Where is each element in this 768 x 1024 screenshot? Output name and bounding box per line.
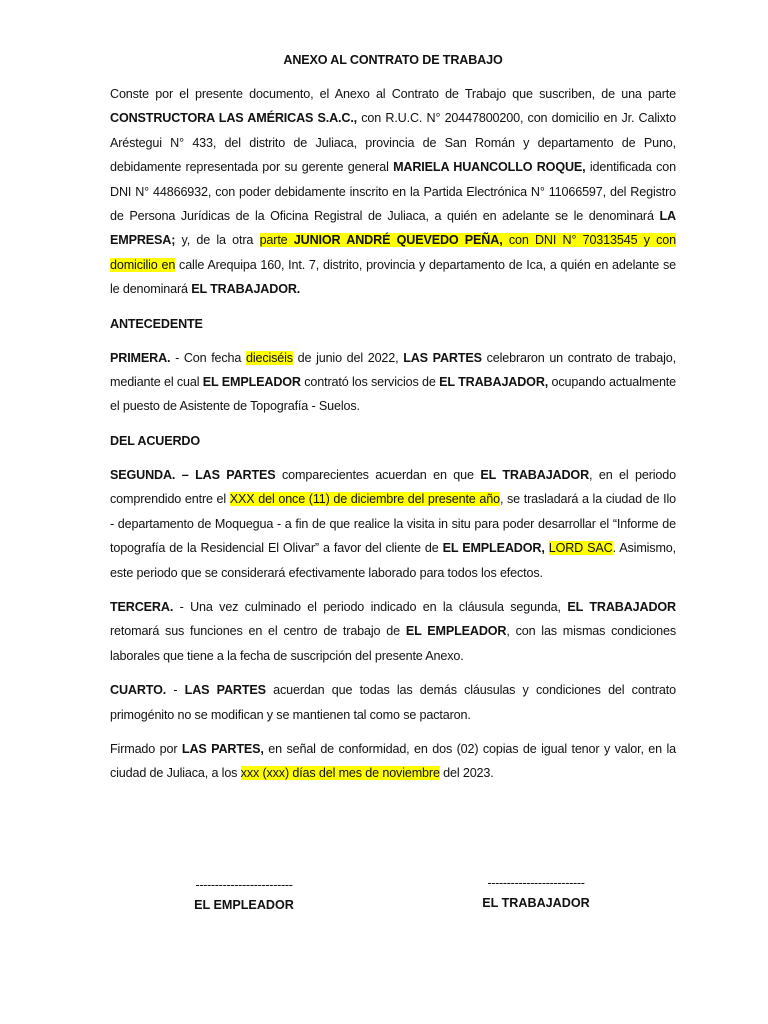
clause-primera: [110, 346, 676, 419]
party-label: LA EMPRESA;: [110, 209, 676, 248]
signature-worker: [468, 872, 604, 912]
signature-label: EL EMPLEADOR: [194, 898, 294, 912]
clause-tercera: [110, 595, 676, 668]
signing-paragraph: [110, 737, 676, 786]
document-title: ANEXO AL CONTRATO DE TRABAJO: [283, 53, 503, 67]
party-label: LAS PARTES: [403, 350, 482, 365]
highlight-text: XXX del once (11) de diciembre del presente año: [229, 492, 500, 507]
party-label: EL EMPLEADOR: [202, 375, 301, 390]
clause-text: . Asimismo, este periodo que se considerará efectivamente laborado para todos los efectos.: [110, 541, 676, 580]
clause-label: SEGUNDA. – LAS PARTES: [110, 467, 276, 482]
clause-text: , en el periodo comprendido entre el: [110, 467, 676, 507]
clause-text: del 2023.: [439, 766, 494, 781]
intro-text: identificada con DNI N° 44866932, con poder debidamente inscrito en la Partida Electrónica N° 11066597, del Registro de Persona Jurídicas de la Oficina Registral de Juliaca, a quién en adelante se le denominará: [110, 160, 676, 224]
clause-label: CUARTO.: [110, 683, 167, 698]
party-label: EL TRABAJADOR,: [439, 375, 549, 390]
party-label: EL TRABAJADOR.: [191, 282, 301, 297]
party-label: EL EMPLEADOR: [405, 624, 507, 639]
clause-text: contrató los servicios de: [300, 375, 440, 390]
party-label: LAS PARTES,: [181, 741, 264, 756]
clause-text: celebraron un contrato de trabajo, mediante el cual: [110, 350, 676, 390]
document-page: [110, 48, 676, 796]
heading-del-acuerdo: DEL ACUERDO: [110, 433, 201, 448]
highlight-text: dieciséis: [245, 350, 293, 365]
clause-label: TERCERA.: [110, 599, 174, 614]
signature-label: EL TRABAJADOR: [482, 896, 590, 910]
heading-antecedente: ANTECEDENTE: [110, 316, 203, 331]
signature-employer: [176, 874, 312, 914]
intro-text: y, de la otra: [175, 233, 260, 248]
clause-text: , se trasladará a la ciudad de Ilo - departamento de Moquegua - a fin de que realice la visita in situ para poder desarrollar el “Informe de topografía de la Residencial El Olivar” a favor del cliente de: [110, 492, 676, 556]
intro-text: con R.U.C. N° 20447800200, con domicilio en Jr. Calixto Aréstegui N° 433, del distrito de Juliaca, provincia de San Román y departamento de Puno, debidamente representada por su gerente general: [110, 111, 676, 175]
clause-segunda: [110, 463, 676, 585]
clause-text: , con las mismas condiciones laborales que tiene a la fecha de suscripción del presente Anexo.: [110, 624, 677, 663]
highlight-text: xxx (xxx) días del mes de noviembre: [240, 766, 440, 781]
manager-name: MARIELA HUANCOLLO ROQUE,: [393, 160, 586, 175]
worker-name: JUNIOR ANDRÉ QUEVEDO PEÑA,: [293, 233, 503, 248]
highlight-text: con DNI N° 70313545 y con domicilio en: [110, 233, 676, 272]
clause-text: en señal de conformidad, en dos (02) copias de igual tenor y valor, en la ciudad de Juliaca, a los: [110, 741, 677, 781]
clause-text: ocupando actualmente el puesto de Asistente de Topografía - Suelos.: [110, 375, 676, 414]
signature-line: -------------------------: [195, 878, 293, 892]
intro-paragraph: [110, 82, 676, 302]
clause-text: acuerdan que todas las demás cláusulas y condiciones del contrato primogénito no se modifican y se mantienen tal como se pactaron.: [110, 683, 676, 722]
signature-line: -------------------------: [487, 876, 585, 890]
highlight-text: LORD SAC: [548, 541, 613, 556]
clause-text: Firmado por: [110, 741, 182, 756]
clause-text: retomará sus funciones en el centro de trabajo de: [110, 624, 406, 639]
clause-text: de junio del 2022,: [292, 350, 404, 365]
clause-text: - Con fecha: [170, 350, 246, 365]
party-label: EL EMPLEADOR,: [442, 541, 545, 556]
party-label: EL TRABAJADOR: [567, 599, 676, 614]
party-label: LAS PARTES: [184, 683, 266, 698]
intro-text: Conste por el presente documento, el Anexo al Contrato de Trabajo que suscriben, de una parte: [110, 87, 676, 101]
party-label: EL TRABAJADOR: [480, 467, 590, 482]
clause-text: - Una vez culminado el periodo indicado en la cláusula segunda,: [173, 599, 568, 614]
intro-text: calle Arequipa 160, Int. 7, distrito, provincia y departamento de Ica, a quién en adelante se le denominará: [110, 257, 676, 297]
clause-cuarto: [110, 678, 676, 727]
clause-label: PRIMERA.: [110, 350, 171, 365]
company-name: CONSTRUCTORA LAS AMÉRICAS S.A.C.,: [110, 111, 358, 126]
clause-text: -: [166, 683, 185, 698]
clause-text: comparecientes acuerdan en que: [275, 467, 481, 482]
highlight-text: parte: [259, 233, 294, 248]
